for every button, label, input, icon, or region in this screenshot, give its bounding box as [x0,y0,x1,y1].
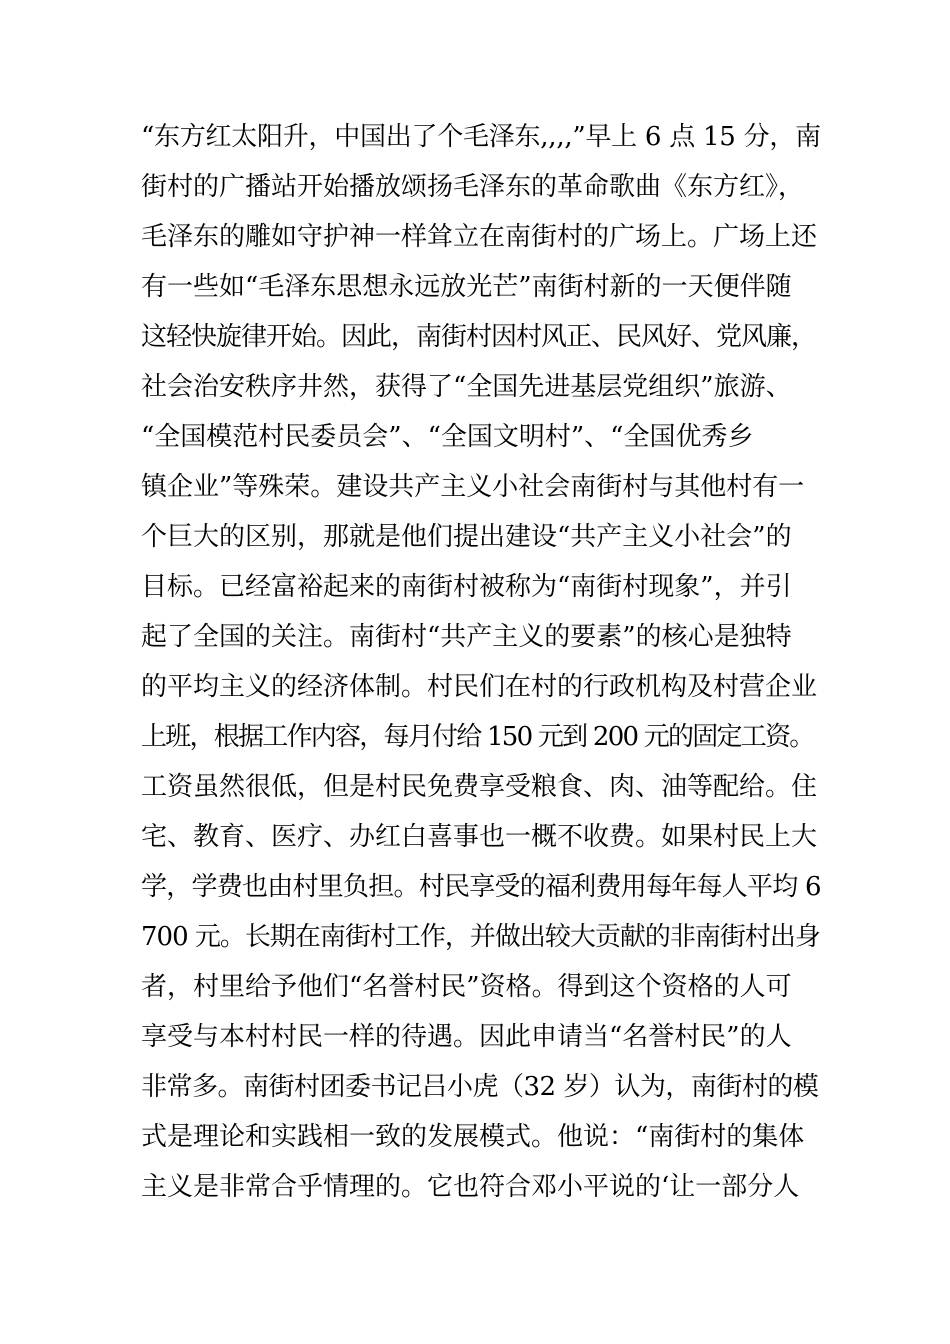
text-line: 毛泽东的雕如守护神一样耸立在南街村的广场上。广场上还 [141,222,818,252]
text-line: 700 元。长期在南街村工作，并做出较大贡献的非南街村出身 [141,922,820,952]
text-line: 宅、教育、医疗、办红白喜事也一概不收费。如果村民上大 [141,822,818,852]
text-line: 非常多。南街村团委书记吕小虎（32 岁）认为，南街村的模 [141,1072,819,1102]
text-line: 有一些如“毛泽东思想永远放光芒”南街村新的一天便伴随 [141,272,792,302]
text-line: 者，村里给予他们“名誉村民”资格。得到这个资格的人可 [141,972,792,1002]
text-line: 个巨大的区别，那就是他们提出建设“共产主义小社会”的 [141,522,792,552]
text-line: 这轻快旋律开始。因此，南街村因村风正、民风好、党风廉， [141,322,817,352]
text-line: 式是理论和实践相一致的发展模式。他说：“南街村的集体 [141,1122,805,1152]
text-line: 镇企业”等殊荣。建设共产主义小社会南街村与其他村有一 [141,472,805,502]
text-line: 街村的广播站开始播放颂扬毛泽东的革命歌曲《东方红》， [141,172,805,202]
text-line: 社会治安秩序井然，获得了“全国先进基层党组织”旅游、 [141,372,792,402]
text-line: 工资虽然很低，但是村民免费享受粮食、肉、油等配给。住 [141,772,818,802]
text-line: 起了全国的关注。南街村“共产主义的要素”的核心是独特 [141,622,792,652]
text-line: 的平均主义的经济体制。村民们在村的行政机构及村营企业 [141,672,818,702]
text-line: “全国模范村民委员会”、“全国文明村”、“全国优秀乡 [141,422,754,452]
text-line: 上班，根据工作内容，每月付给 150 元到 200 元的固定工资。 [141,722,814,752]
text-line: 主义是非常合乎情理的。它也符合邓小平说的‘让一部分人 [141,1172,800,1202]
text-line: 享受与本村村民一样的待遇。因此申请当“名誉村民”的人 [141,1022,792,1052]
text-line: 目标。已经富裕起来的南街村被称为“南街村现象”，并引 [141,572,792,602]
body-paragraph [141,112,821,1212]
text-line: “东方红太阳升，中国出了个毛泽东,,,,”早上 6 点 15 分，南 [141,122,821,152]
text-line: 学，学费也由村里负担。村民享受的福利费用每年每人平均 6 [141,872,821,902]
